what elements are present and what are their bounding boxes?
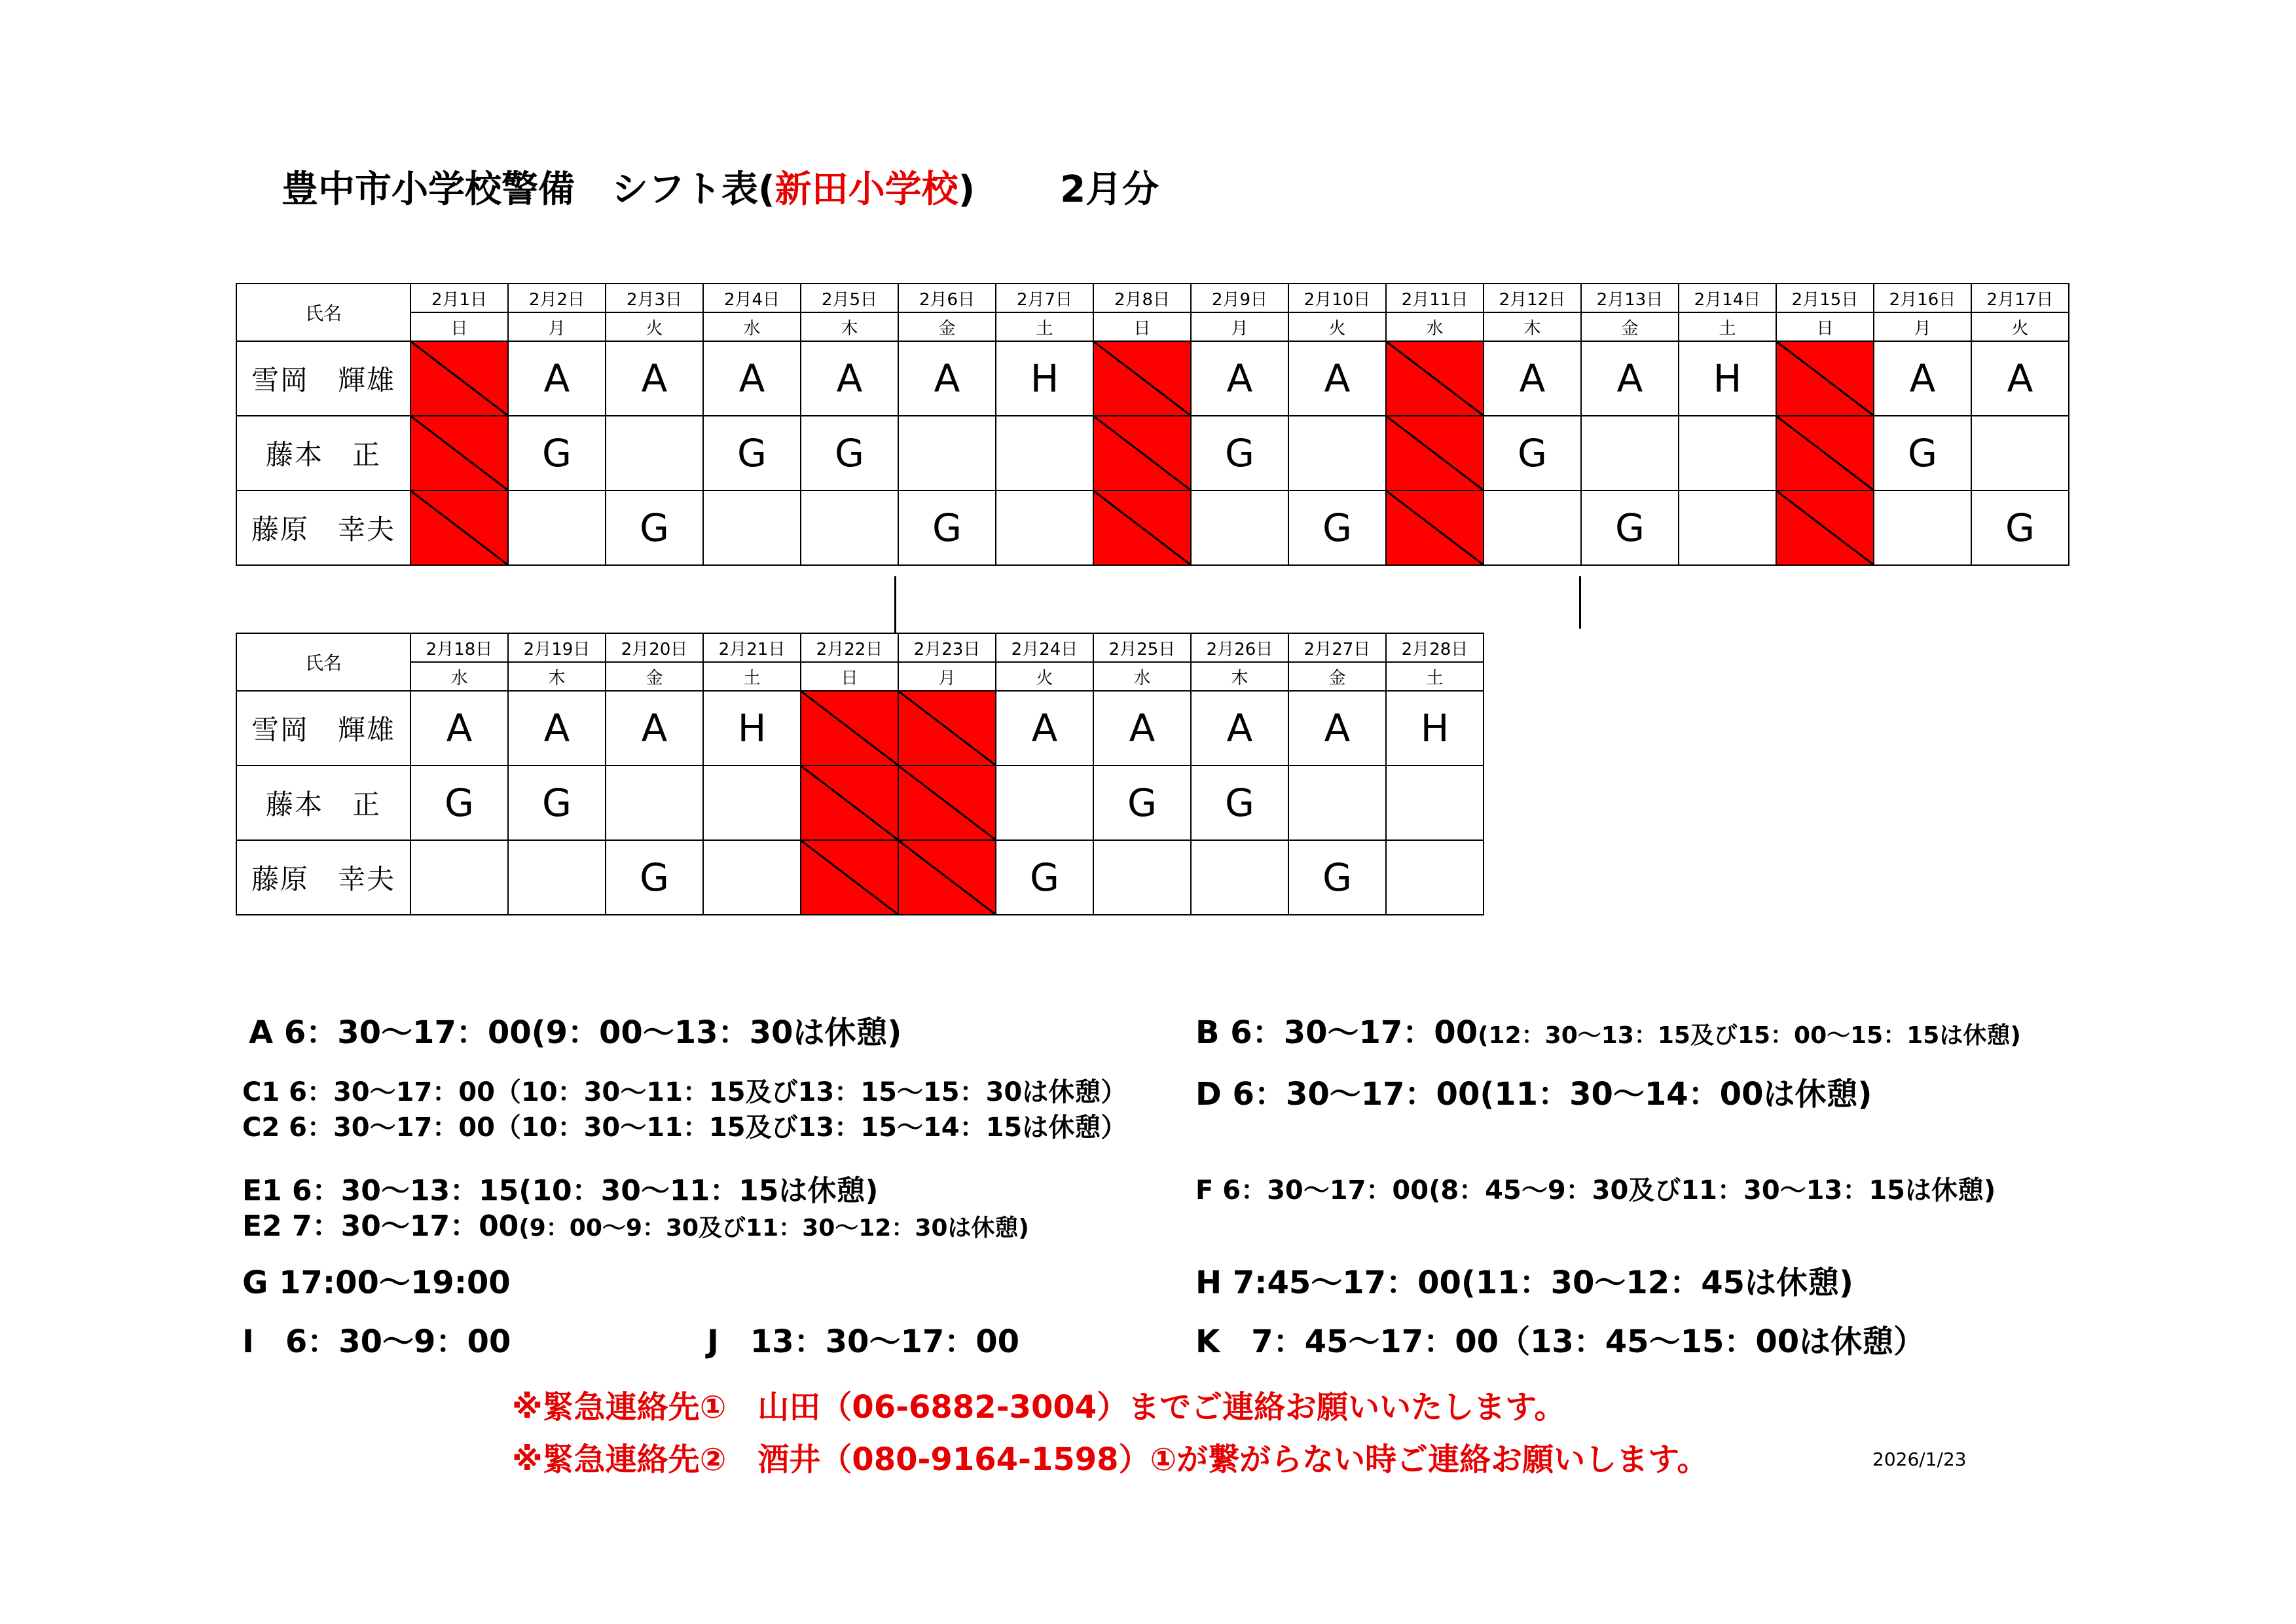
staff-name: 雪岡 輝雄 (236, 341, 410, 416)
shift-cell: G (606, 490, 703, 565)
school-name: 新田小学校 (774, 168, 958, 211)
shift-cell: G (1874, 416, 1971, 490)
shift-cell: G (1288, 840, 1386, 915)
shift-cell: A (1191, 341, 1288, 416)
shift-cell: G (1191, 416, 1288, 490)
day-off-cell (898, 691, 996, 766)
shift-cell (1191, 490, 1288, 565)
weekday-header: 日 (410, 312, 508, 341)
day-off-cell (1776, 416, 1874, 490)
date-header: 2月6日 (898, 284, 996, 312)
shift-cell (1581, 416, 1679, 490)
staff-row (236, 766, 1484, 840)
shift-cell: A (606, 691, 703, 766)
legend-i: I 6：30～9：00 (242, 1323, 511, 1360)
weekday-header: 木 (801, 312, 898, 341)
shift-cell: G (410, 766, 508, 840)
weekday-header: 水 (1093, 662, 1191, 691)
emergency-contact-1: ※緊急連絡先① 山田（06-6882-3004）までご連絡お願いいたします。 (512, 1389, 1566, 1426)
weekday-header: 金 (898, 312, 996, 341)
shift-cell (1484, 490, 1581, 565)
shift-cell: A (508, 341, 606, 416)
page-title (282, 160, 1159, 213)
date-header: 2月5日 (801, 284, 898, 312)
title-month: 2月分 (1060, 168, 1159, 211)
day-off-cell (410, 416, 508, 490)
weekday-header: 金 (1581, 312, 1679, 341)
shift-cell (703, 766, 801, 840)
shift-cell (703, 490, 801, 565)
weekday-header: 月 (1191, 312, 1288, 341)
shift-cell: G (703, 416, 801, 490)
shift-cell (1288, 766, 1386, 840)
shift-cell: G (606, 840, 703, 915)
shift-cell (1288, 416, 1386, 490)
date-header: 2月7日 (996, 284, 1093, 312)
name-column-header: 氏名 (236, 633, 410, 691)
shift-cell (1386, 766, 1484, 840)
shift-cell: G (1484, 416, 1581, 490)
date-header: 2月20日 (606, 633, 703, 662)
day-off-cell (1093, 490, 1191, 565)
shift-cell (606, 766, 703, 840)
weekday-header: 土 (703, 662, 801, 691)
legend-h: H 7:45～17：00(11：30～12：45は休憩) (1195, 1264, 1853, 1301)
shift-cell: A (703, 341, 801, 416)
staff-row (236, 416, 2069, 490)
shift-cell (606, 416, 703, 490)
title-suffix: ) (958, 168, 975, 211)
divider-line (1579, 576, 1581, 629)
shift-cell (801, 490, 898, 565)
date-header: 2月12日 (1484, 284, 1581, 312)
weekday-header: 日 (801, 662, 898, 691)
shift-cell: G (996, 840, 1093, 915)
weekday-header: 金 (606, 662, 703, 691)
shift-cell: A (1093, 691, 1191, 766)
staff-name: 雪岡 輝雄 (236, 691, 410, 766)
legend-e1: E1 6：30～13：15(10：30～11：15は休憩) (242, 1174, 879, 1208)
weekday-header: 月 (508, 312, 606, 341)
legend-k: K 7：45～17：00（13：45～15：00は休憩） (1195, 1323, 1925, 1360)
shift-cell (996, 766, 1093, 840)
staff-row (236, 840, 1484, 915)
date-header: 2月10日 (1288, 284, 1386, 312)
weekday-header: 火 (1288, 312, 1386, 341)
issue-date: 2026/1/23 (1872, 1449, 1967, 1470)
date-header: 2月2日 (508, 284, 606, 312)
divider-line (894, 576, 896, 633)
date-header: 2月3日 (606, 284, 703, 312)
day-off-cell (1776, 490, 1874, 565)
staff-name: 藤原 幸夫 (236, 840, 410, 915)
legend-c2: C2 6：30～17：00（10：30～11：15及び13：15～14：15は休憩） (242, 1113, 1127, 1143)
day-off-cell (1386, 490, 1484, 565)
day-off-cell (1386, 341, 1484, 416)
weekday-header: 金 (1288, 662, 1386, 691)
staff-name: 藤原 幸夫 (236, 490, 410, 565)
date-header: 2月11日 (1386, 284, 1484, 312)
legend-e2: E2 7：30～17：00(9：00～9：30及び11：30～12：30は休憩) (242, 1209, 1029, 1243)
shift-cell: H (1679, 341, 1776, 416)
shift-cell: H (1386, 691, 1484, 766)
shift-cell: A (898, 341, 996, 416)
weekday-header: 月 (1874, 312, 1971, 341)
shift-cell: A (1581, 341, 1679, 416)
legend-f: F 6：30～17：00(8：45～9：30及び11：30～13：15は休憩) (1195, 1175, 1996, 1206)
date-header: 2月24日 (996, 633, 1093, 662)
shift-cell (508, 490, 606, 565)
staff-row (236, 691, 1484, 766)
legend-a: A 6：30～17：00(9：00～13：30は休憩) (249, 1014, 902, 1051)
date-header: 2月23日 (898, 633, 996, 662)
shift-cell: A (606, 341, 703, 416)
staff-row (236, 490, 2069, 565)
shift-cell (996, 490, 1093, 565)
weekday-header: 土 (1386, 662, 1484, 691)
name-column-header: 氏名 (236, 284, 410, 341)
date-header: 2月15日 (1776, 284, 1874, 312)
date-header: 2月25日 (1093, 633, 1191, 662)
staff-row (236, 341, 2069, 416)
shift-cell: G (508, 416, 606, 490)
weekday-header: 木 (1191, 662, 1288, 691)
shift-cell: G (1971, 490, 2069, 565)
shift-cell: A (1971, 341, 2069, 416)
date-header: 2月8日 (1093, 284, 1191, 312)
shift-cell (1679, 416, 1776, 490)
day-off-cell (801, 691, 898, 766)
date-header: 2月13日 (1581, 284, 1679, 312)
date-header: 2月1日 (410, 284, 508, 312)
date-header: 2月26日 (1191, 633, 1288, 662)
shift-cell: A (410, 691, 508, 766)
weekday-header: 日 (1776, 312, 1874, 341)
staff-name: 藤本 正 (236, 766, 410, 840)
shift-cell (996, 416, 1093, 490)
weekday-header: 火 (606, 312, 703, 341)
shift-cell: G (1288, 490, 1386, 565)
day-off-cell (1093, 341, 1191, 416)
shift-cell: A (1288, 341, 1386, 416)
weekday-header: 木 (508, 662, 606, 691)
day-off-cell (898, 840, 996, 915)
shift-cell (1386, 840, 1484, 915)
shift-cell: H (703, 691, 801, 766)
day-off-cell (801, 766, 898, 840)
weekday-header: 日 (1093, 312, 1191, 341)
shift-cell (1874, 490, 1971, 565)
shift-cell: G (508, 766, 606, 840)
shift-cell (1679, 490, 1776, 565)
shift-cell: A (1191, 691, 1288, 766)
legend-g: G 17:00～19:00 (242, 1264, 511, 1301)
date-header: 2月19日 (508, 633, 606, 662)
shift-cell: H (996, 341, 1093, 416)
date-header: 2月27日 (1288, 633, 1386, 662)
legend-b: B 6：30～17：00(12：30～13：15及び15：00～15：15は休憩) (1195, 1014, 2021, 1051)
shift-cell: G (898, 490, 996, 565)
shift-cell: G (1191, 766, 1288, 840)
shift-cell: A (996, 691, 1093, 766)
shift-cell (1093, 840, 1191, 915)
day-off-cell (410, 490, 508, 565)
weekday-header: 木 (1484, 312, 1581, 341)
date-header: 2月28日 (1386, 633, 1484, 662)
shift-cell: A (1484, 341, 1581, 416)
day-off-cell (1386, 416, 1484, 490)
shift-cell (898, 416, 996, 490)
day-off-cell (801, 840, 898, 915)
date-header: 2月18日 (410, 633, 508, 662)
shift-cell (703, 840, 801, 915)
date-header: 2月9日 (1191, 284, 1288, 312)
shift-cell (1971, 416, 2069, 490)
shift-cell: G (1581, 490, 1679, 565)
date-header: 2月14日 (1679, 284, 1776, 312)
legend-j: J 13：30～17：00 (707, 1323, 1020, 1360)
shift-cell: A (1874, 341, 1971, 416)
weekday-header: 水 (410, 662, 508, 691)
weekday-header: 水 (1386, 312, 1484, 341)
weekday-header: 土 (996, 312, 1093, 341)
date-header: 2月4日 (703, 284, 801, 312)
shift-cell: A (801, 341, 898, 416)
emergency-contact-2: ※緊急連絡先② 酒井（080-9164-1598）①が繋がらない時ご連絡お願いします。 (512, 1441, 1709, 1478)
weekday-header: 水 (703, 312, 801, 341)
date-header: 2月16日 (1874, 284, 1971, 312)
date-header: 2月17日 (1971, 284, 2069, 312)
shift-cell: G (1093, 766, 1191, 840)
date-header: 2月21日 (703, 633, 801, 662)
title-prefix: 豊中市小学校警備 シフト表( (282, 168, 775, 211)
shift-cell: A (508, 691, 606, 766)
shift-table-first-half (236, 283, 2069, 566)
shift-table-second-half (236, 633, 1484, 915)
shift-cell (508, 840, 606, 915)
shift-cell (1191, 840, 1288, 915)
weekday-header: 土 (1679, 312, 1776, 341)
date-header: 2月22日 (801, 633, 898, 662)
weekday-header: 火 (996, 662, 1093, 691)
day-off-cell (410, 341, 508, 416)
day-off-cell (898, 766, 996, 840)
legend-d: D 6：30～17：00(11：30～14：00は休憩) (1195, 1076, 1872, 1113)
shift-cell (410, 840, 508, 915)
legend-c1: C1 6：30～17：00（10：30～11：15及び13：15～15：30は休憩） (242, 1077, 1127, 1107)
staff-name: 藤本 正 (236, 416, 410, 490)
weekday-header: 月 (898, 662, 996, 691)
day-off-cell (1093, 416, 1191, 490)
weekday-header: 火 (1971, 312, 2069, 341)
day-off-cell (1776, 341, 1874, 416)
shift-cell: A (1288, 691, 1386, 766)
shift-cell: G (801, 416, 898, 490)
